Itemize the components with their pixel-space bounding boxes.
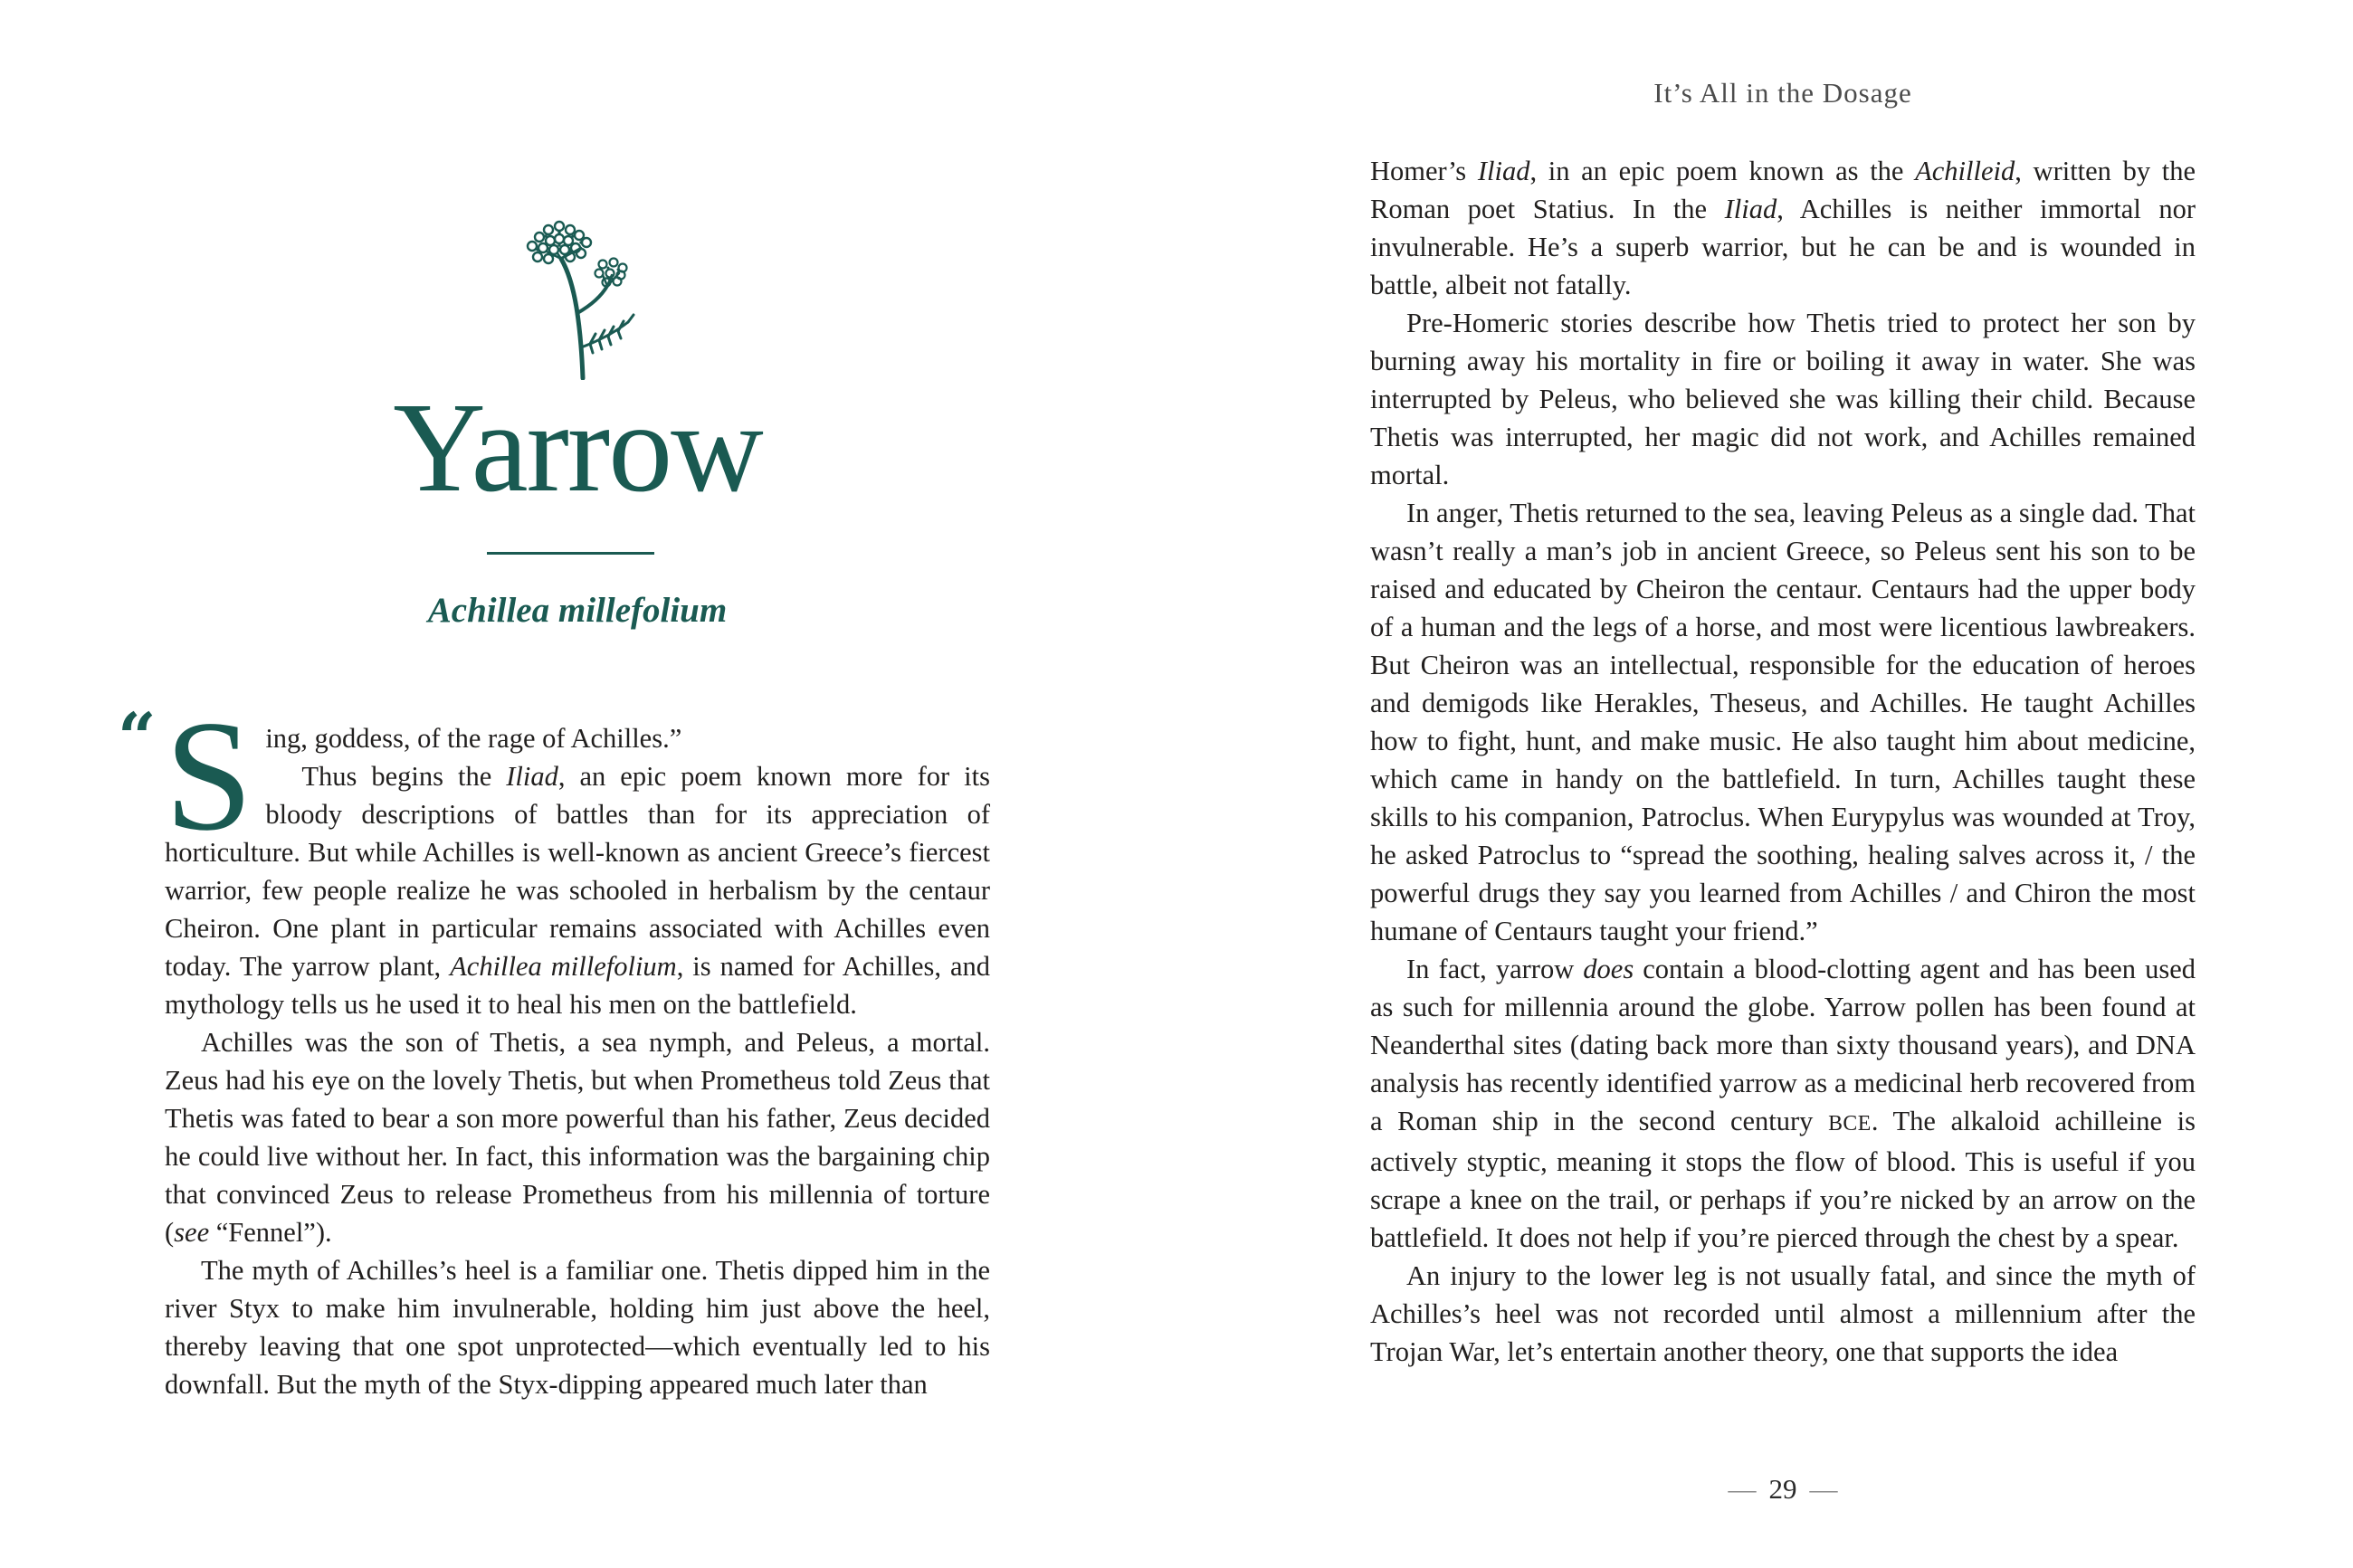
italic-text: Iliad (506, 761, 558, 792)
text-run: Homer’s (1370, 156, 1478, 186)
text-run: In anger, Thetis returned to the sea, leaving Peleus as a single dad. That wasn’t really a man’s job in ancient Greece, so Peleus sent his son to be raised and educated by Cheiron the centaur. Centaurs had the upper body of a human and the legs of a horse, and most were licentious lawbreakers. But Cheiron was an intellectual, responsible for the education of heroes and demigods like Herakles, Theseus, and Achilles. He taught Achilles how to fight, hunt, and make music. He also taught him about medicine, which came in handy on the battlefield. In turn, Achilles taught these skills to his companion, Patroclus. When Eurypylus was wounded at Troy, he asked Patroclus to “spread the soothing, healing salves across it, / the powerful drugs they say you learned from Achilles / and Chiron the most humane of Centaurs taught your friend.” (1370, 498, 2196, 946)
left-page-body (118, 688, 991, 1403)
text-run: Pre-Homeric stories describe how Thetis tried to protect her son by burning away his mortality in fire or boiling it away in water. She was interrupted by Peleus, who believed she was killing their child. Because Thetis was interrupted, her magic did not work, and Achilles remained mortal. (1370, 308, 2196, 490)
title-divider (487, 552, 654, 555)
drop-cap: S (165, 688, 253, 863)
italic-text: see (174, 1217, 210, 1248)
paragraph (1370, 304, 2196, 494)
italic-text: does (1583, 954, 1634, 984)
left-page (118, 0, 991, 1568)
paragraph (165, 757, 990, 1023)
text-run: , is named for Achilles, and mythology tells us he used it to heal his men on the battlefield. (165, 951, 991, 1020)
chapter-title: Yarrow (393, 375, 762, 518)
italic-text: Iliad (1724, 194, 1777, 224)
text-run: Thus begins the (301, 761, 507, 792)
right-paragraphs (1370, 152, 2196, 1371)
open-quote-mark: “ (118, 699, 157, 777)
text-run: ing, goddess, of the rage of Achilles.” (265, 723, 682, 754)
paragraph (1370, 152, 2196, 304)
paragraph (1370, 1257, 2196, 1371)
right-page (1370, 0, 2196, 1568)
paragraph (165, 719, 990, 757)
text-run: In fact, yarrow (1406, 954, 1584, 984)
yarrow-flower-icon (512, 217, 648, 380)
italic-text: Iliad (1477, 156, 1530, 186)
left-paragraphs (165, 688, 991, 1403)
text-run: The myth of Achilles’s heel is a familiar one. Thetis dipped him in the river Styx to make him invulnerable, holding him just above the heel, thereby leaving that one spot unprotected—which eventually led to his downfall. But the myth of the Styx-dipping appeared much later than (165, 1255, 990, 1400)
italic-text: Achillea millefolium (450, 951, 677, 982)
text-run: “Fennel”). (209, 1217, 332, 1248)
italic-text: Achilleid (1915, 156, 2015, 186)
page-number-value: 29 (1768, 1473, 1797, 1505)
text-run: Achilles was the son of Thetis, a sea nymph, and Peleus, a mortal. Zeus had his eye on the lovely Thetis, but when Prometheus told Zeus that Thetis was fated to bear a son more powerful than his father, Zeus decided he could live without her. In fact, this information was the bargaining chip that convinced Zeus to release Prometheus from his millennia of torture ( (165, 1027, 990, 1248)
running-header: It’s All in the Dosage (1653, 77, 1912, 109)
page-number (1370, 1473, 2196, 1506)
text-run: , Achilles is neither immortal nor invulnerable. He’s a superb warrior, but he can be and is wounded in battle, albeit not fatally. (1370, 194, 2196, 300)
text-run: contain a blood-clotting agent and has been used as such for millennia around the globe. Yarrow pollen has been found at Neanderthal sites (dating back more than sixty thousand years), and DNA analysis has recently identified yarrow as a medicinal herb recovered from a Roman ship in the second century (1370, 954, 2196, 1136)
text-run: An injury to the lower leg is not usually fatal, and since the myth of Achilles’s heel was not recorded until almost a millennium after the Trojan War, let’s entertain another theory, one that supports the idea (1370, 1260, 2196, 1367)
smallcaps-text: BCE (1828, 1112, 1872, 1136)
paragraph (1370, 950, 2196, 1257)
paragraph (165, 1023, 990, 1251)
page-number-right-dash: — (1809, 1473, 1838, 1505)
right-page-body (1370, 152, 2196, 1371)
paragraph (165, 1251, 990, 1403)
page-number-left-dash: — (1728, 1473, 1757, 1505)
latin-name: Achillea millefolium (427, 591, 728, 630)
text-run: , in an epic poem known as the (1529, 156, 1916, 186)
text-run: , an epic poem known more for its bloody descriptions of battles than for its appreciation of horticulture. But while Achilles is well-known as ancient Greece’s fiercest warrior, few people realize he was schooled in herbalism by the centaur Cheiron. One plant in particular remains associated with Achilles even today. The yarrow plant, (165, 761, 990, 982)
text-run: , written by the Roman poet Statius. In the (1370, 156, 2196, 224)
paragraph (1370, 494, 2196, 950)
text-run: . The alkaloid achilleine is actively styptic, meaning it stops the flow of blood. This is useful if you scrape a knee on the trail, or perhaps if you’re nicked by an arrow on the battlefield. It does not help if you’re pierced through the chest by a spear. (1370, 1106, 2196, 1253)
